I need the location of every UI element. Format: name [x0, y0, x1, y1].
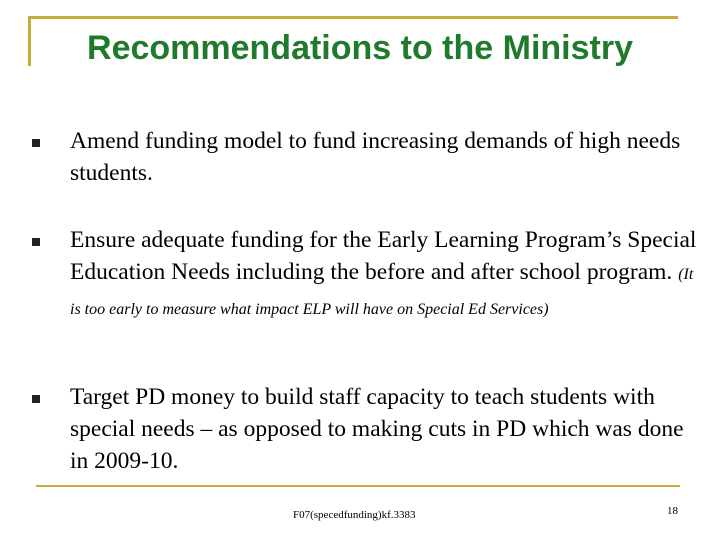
bullet-item-2-note: (It is too early to measure what impact ELP will have on Special Ed Services) [70, 266, 694, 318]
bullet-item-3-text: Target PD money to build staff capacity to teach students with special needs – as opposed to making cuts in PD which was done in 2009-10. [70, 384, 684, 474]
bullet-item-2-text: Ensure adequate funding for the Early Learning Program’s Special Education Needs including the before and after school program. [70, 227, 697, 285]
bullet-item-2 [70, 224, 700, 326]
footer-reference: F07(specedfunding)kf.3383 [293, 509, 416, 521]
slide-frame-top-rule [28, 16, 678, 19]
bullet-item-3 [70, 381, 700, 477]
bullet-item-1 [70, 125, 700, 189]
bullet-marker-2 [32, 238, 40, 246]
slide-frame-left-rule [28, 16, 31, 66]
page-number: 18 [667, 505, 678, 517]
bullet-item-1-text: Amend funding model to fund increasing demands of high needs students. [70, 128, 681, 186]
bullet-marker-1 [32, 139, 40, 147]
bullet-marker-3 [32, 395, 40, 403]
slide-title: Recommendations to the Ministry [87, 29, 633, 67]
footer-rule [36, 485, 680, 487]
